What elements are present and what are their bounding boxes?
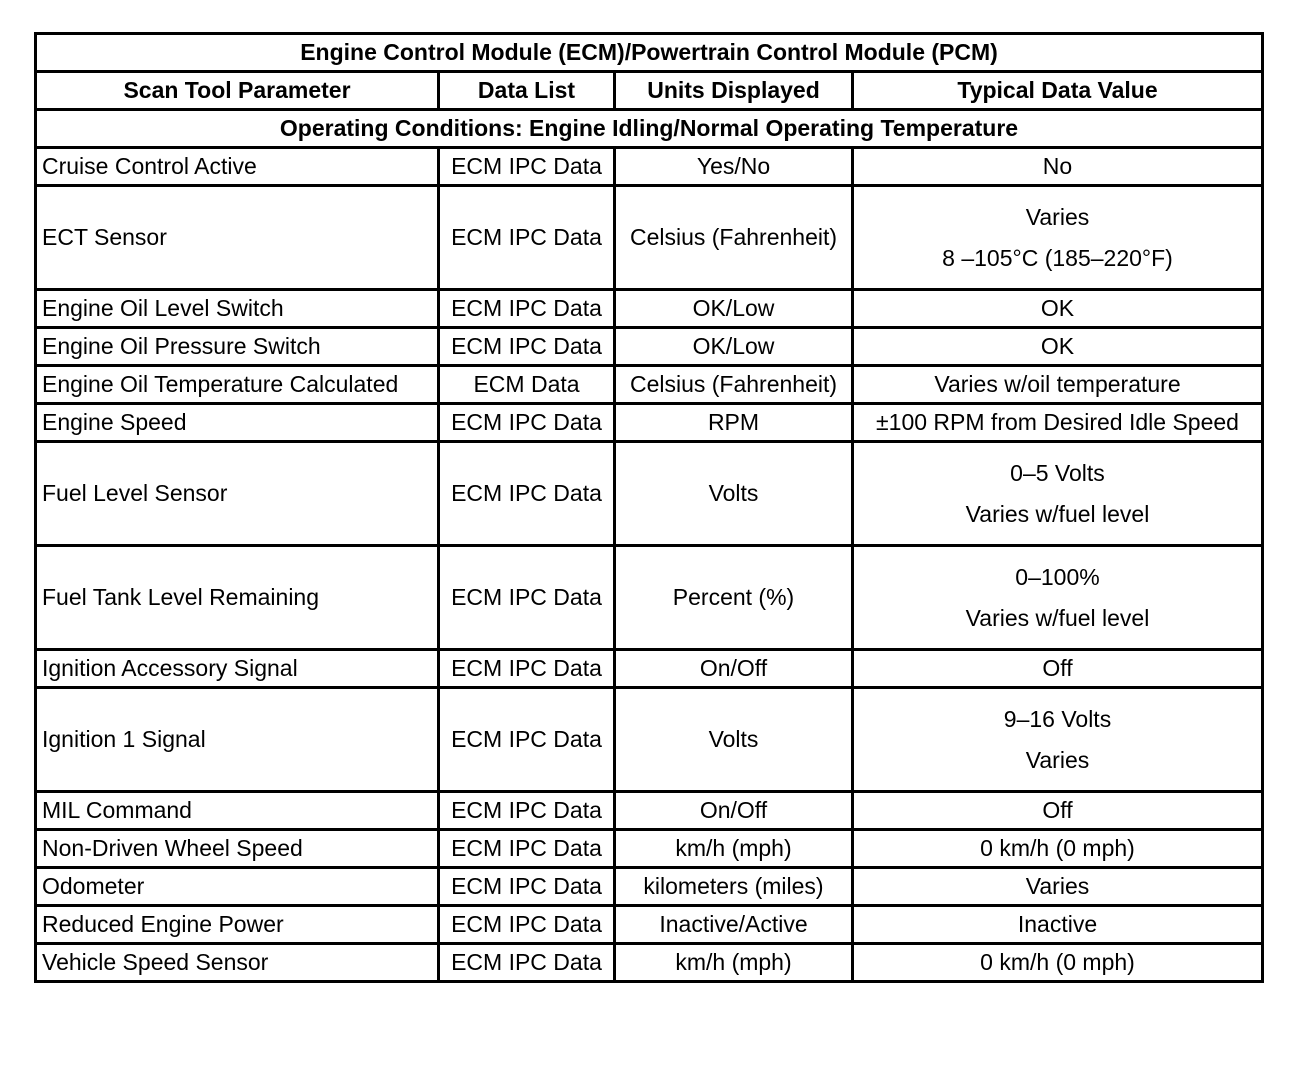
table-row: [36, 830, 1263, 868]
cell-units-displayed: Volts: [615, 688, 853, 792]
cell-units-displayed: km/h (mph): [615, 830, 853, 868]
table-title: Engine Control Module (ECM)/Powertrain Control Module (PCM): [36, 34, 1263, 72]
cell-scan-tool-parameter: Reduced Engine Power: [36, 906, 439, 944]
cell-data-list: ECM IPC Data: [439, 328, 615, 366]
cell-units-displayed: OK/Low: [615, 328, 853, 366]
header-typical-data-value: Typical Data Value: [853, 72, 1263, 110]
cell-typical-data-value: [853, 546, 1263, 650]
table-row: [36, 868, 1263, 906]
cell-units-displayed: Inactive/Active: [615, 906, 853, 944]
table-row: [36, 366, 1263, 404]
cell-scan-tool-parameter: Engine Oil Level Switch: [36, 290, 439, 328]
cell-typical-data-value: ±100 RPM from Desired Idle Speed: [853, 404, 1263, 442]
table-row: [36, 404, 1263, 442]
cell-typical-data-value: Off: [853, 650, 1263, 688]
cell-scan-tool-parameter: Vehicle Speed Sensor: [36, 944, 439, 982]
operating-conditions: Operating Conditions: Engine Idling/Normal Operating Temperature: [36, 110, 1263, 148]
cell-typical-data-value: OK: [853, 290, 1263, 328]
cell-data-list: ECM Data: [439, 366, 615, 404]
typical-value-secondary: Varies w/fuel level: [965, 500, 1150, 527]
cell-scan-tool-parameter: ECT Sensor: [36, 186, 439, 290]
cell-data-list: ECM IPC Data: [439, 546, 615, 650]
cell-units-displayed: OK/Low: [615, 290, 853, 328]
table-row: [36, 944, 1263, 982]
cell-scan-tool-parameter: Non-Driven Wheel Speed: [36, 830, 439, 868]
cell-typical-data-value: [853, 688, 1263, 792]
cell-scan-tool-parameter: Odometer: [36, 868, 439, 906]
typical-value-primary: 9–16 Volts: [1003, 705, 1112, 732]
table-row: [36, 290, 1263, 328]
cell-typical-data-value: [853, 442, 1263, 546]
cell-typical-data-value: 0 km/h (0 mph): [853, 830, 1263, 868]
cell-scan-tool-parameter: Ignition Accessory Signal: [36, 650, 439, 688]
cell-scan-tool-parameter: Engine Oil Pressure Switch: [36, 328, 439, 366]
cell-typical-data-value: No: [853, 148, 1263, 186]
cell-units-displayed: Celsius (Fahrenheit): [615, 366, 853, 404]
table-title-row: [36, 34, 1263, 72]
cell-data-list: ECM IPC Data: [439, 792, 615, 830]
cell-typical-data-value: Inactive: [853, 906, 1263, 944]
cell-units-displayed: On/Off: [615, 650, 853, 688]
cell-typical-data-value: OK: [853, 328, 1263, 366]
cell-data-list: ECM IPC Data: [439, 290, 615, 328]
table-row: [36, 328, 1263, 366]
table-row: [36, 688, 1263, 792]
typical-value-primary: 0–100%: [1015, 563, 1100, 590]
cell-data-list: ECM IPC Data: [439, 830, 615, 868]
header-units-displayed: Units Displayed: [615, 72, 853, 110]
table-row: [36, 148, 1263, 186]
cell-units-displayed: Celsius (Fahrenheit): [615, 186, 853, 290]
typical-value-primary: 0–5 Volts: [1010, 459, 1105, 486]
table-row: [36, 442, 1263, 546]
typical-value-primary: Varies: [1025, 203, 1090, 230]
ecm-data-table: [34, 32, 1264, 983]
typical-value-secondary: Varies w/fuel level: [965, 604, 1150, 631]
cell-typical-data-value: Varies: [853, 868, 1263, 906]
cell-units-displayed: Percent (%): [615, 546, 853, 650]
cell-data-list: ECM IPC Data: [439, 944, 615, 982]
cell-data-list: ECM IPC Data: [439, 442, 615, 546]
cell-typical-data-value: [853, 186, 1263, 290]
header-data-list: Data List: [439, 72, 615, 110]
cell-data-list: ECM IPC Data: [439, 868, 615, 906]
cell-typical-data-value: Off: [853, 792, 1263, 830]
cell-data-list: ECM IPC Data: [439, 906, 615, 944]
header-scan-tool-parameter: Scan Tool Parameter: [36, 72, 439, 110]
cell-units-displayed: RPM: [615, 404, 853, 442]
cell-typical-data-value: 0 km/h (0 mph): [853, 944, 1263, 982]
cell-typical-data-value: Varies w/oil temperature: [853, 366, 1263, 404]
cell-data-list: ECM IPC Data: [439, 148, 615, 186]
cell-scan-tool-parameter: Engine Speed: [36, 404, 439, 442]
typical-value-secondary: 8 –105°C (185–220°F): [942, 244, 1173, 271]
table-row: [36, 792, 1263, 830]
cell-data-list: ECM IPC Data: [439, 404, 615, 442]
cell-scan-tool-parameter: Fuel Tank Level Remaining: [36, 546, 439, 650]
cell-scan-tool-parameter: MIL Command: [36, 792, 439, 830]
cell-data-list: ECM IPC Data: [439, 186, 615, 290]
cell-units-displayed: km/h (mph): [615, 944, 853, 982]
operating-conditions-row: [36, 110, 1263, 148]
typical-value-secondary: Varies: [1025, 746, 1090, 773]
cell-units-displayed: On/Off: [615, 792, 853, 830]
cell-scan-tool-parameter: Fuel Level Sensor: [36, 442, 439, 546]
column-header-row: [36, 72, 1263, 110]
cell-scan-tool-parameter: Cruise Control Active: [36, 148, 439, 186]
cell-units-displayed: kilometers (miles): [615, 868, 853, 906]
cell-units-displayed: Yes/No: [615, 148, 853, 186]
table-row: [36, 906, 1263, 944]
cell-data-list: ECM IPC Data: [439, 650, 615, 688]
cell-data-list: ECM IPC Data: [439, 688, 615, 792]
cell-scan-tool-parameter: Ignition 1 Signal: [36, 688, 439, 792]
cell-scan-tool-parameter: Engine Oil Temperature Calculated: [36, 366, 439, 404]
table-row: [36, 186, 1263, 290]
table-row: [36, 546, 1263, 650]
cell-units-displayed: Volts: [615, 442, 853, 546]
table-row: [36, 650, 1263, 688]
